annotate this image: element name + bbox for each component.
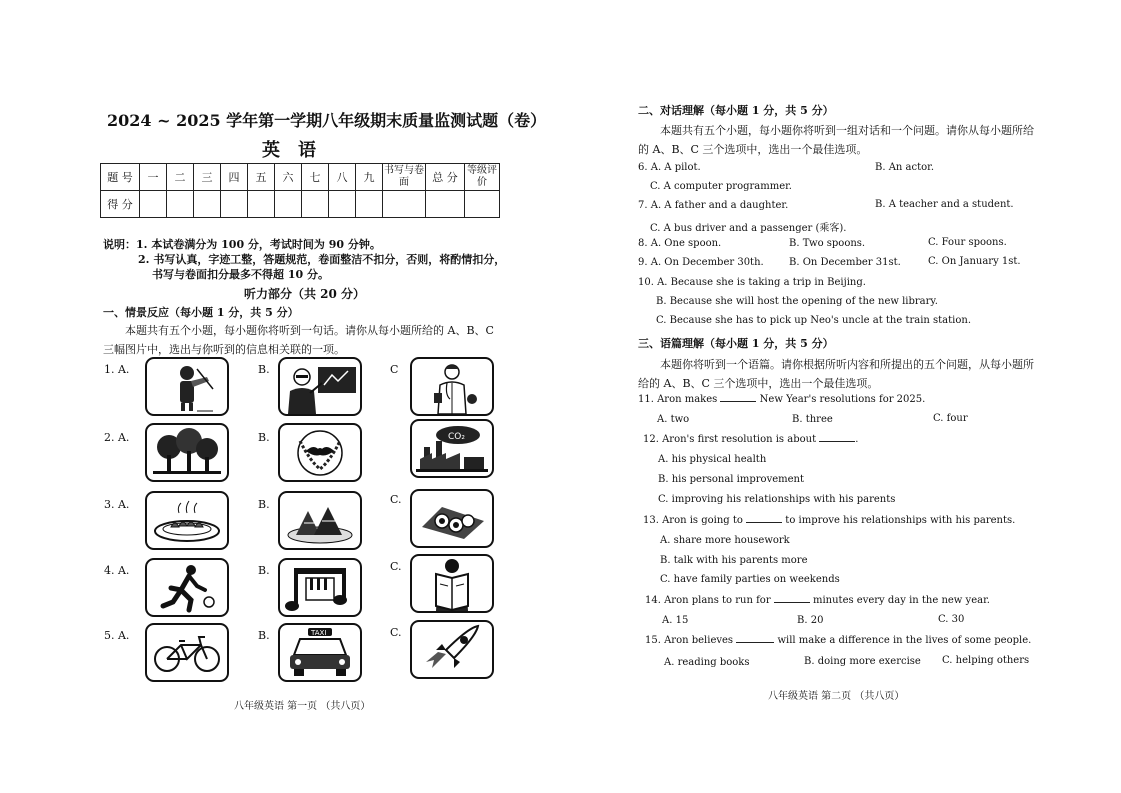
mooncake-picture[interactable]: [410, 489, 494, 548]
score-input-cell[interactable]: [248, 191, 275, 218]
q12-option-b[interactable]: B. his personal improvement: [658, 474, 804, 485]
q10-option-a[interactable]: 10. A. Because she is taking a trip in Beijing.: [638, 277, 866, 288]
option-label-b: B.: [258, 363, 270, 376]
q11-stem: [638, 394, 925, 405]
part3-instruction: 本题你将听到一个语篇。请你根据所听内容和所提出的五个问题，从每小题所: [660, 358, 1034, 371]
dove-picture[interactable]: [278, 423, 362, 482]
piano-music-picture[interactable]: [278, 558, 362, 617]
q12-stem: [643, 434, 858, 445]
q14-option-c[interactable]: C. 30: [938, 614, 965, 625]
note-line-2: 2. 书写认真，字迹工整，答题规范，卷面整洁不扣分，否则，将酌情扣分，: [138, 253, 506, 266]
q8-option-a[interactable]: 8. A. One spoon.: [638, 238, 722, 249]
rocket-picture[interactable]: [410, 620, 494, 679]
score-header-cell: 书写与卷面: [383, 164, 426, 191]
part3-instruction: 给的 A、B、C 三个选项中，选出一个最佳选项。: [638, 377, 879, 390]
score-input-cell[interactable]: [302, 191, 329, 218]
trees-picture[interactable]: [145, 423, 229, 482]
score-table: [100, 163, 500, 218]
question-number: 4. A.: [104, 564, 130, 577]
q13-option-a[interactable]: A. share more housework: [660, 535, 790, 546]
q15-stem-start: 15. Aron believes: [645, 635, 734, 646]
option-label-b: B.: [258, 564, 270, 577]
q12-option-c[interactable]: C. improving his relationships with his parents: [658, 494, 896, 505]
factory-picture[interactable]: [410, 419, 494, 478]
score-table-header-row: [101, 164, 500, 191]
listening-section-title: 听力部分（共 20 分）: [244, 287, 366, 301]
question-number: 2. A.: [104, 431, 130, 444]
page1-footer: 八年级英语 第一页 （共八页）: [234, 701, 371, 712]
option-label-b: B.: [258, 629, 270, 642]
score-input-cell[interactable]: [221, 191, 248, 218]
q15-option-a[interactable]: A. reading books: [664, 657, 750, 668]
score-input-cell[interactable]: [465, 191, 500, 218]
doctor-picture[interactable]: [410, 357, 494, 416]
q15-answer-blank[interactable]: [736, 642, 774, 643]
q13-stem-end: to improve his relationships with his parents.: [785, 515, 1016, 526]
question-number: 5. A.: [104, 629, 130, 642]
score-header-cell: 九: [356, 164, 383, 191]
option-label-c: C: [390, 363, 399, 376]
q7-option-c[interactable]: C. A bus driver and a passenger (乘客).: [650, 223, 847, 234]
part3-heading: 三、语篇理解（每小题 1 分，共 5 分）: [638, 337, 834, 350]
q8-option-c[interactable]: C. Four spoons.: [928, 237, 1007, 248]
dumplings-picture[interactable]: [145, 491, 229, 550]
teacher-picture[interactable]: [278, 357, 362, 416]
score-input-cell[interactable]: [194, 191, 221, 218]
q14-answer-blank[interactable]: [774, 602, 810, 603]
subject-title: 英 语: [262, 140, 316, 161]
option-label-b: B.: [258, 498, 270, 511]
q15-stem-end: will make a difference in the lives of some people.: [777, 635, 1032, 646]
q14-stem-start: 14. Aron plans to run for: [645, 595, 771, 606]
q12-stem-start: 12. Aron's first resolution is about: [643, 434, 817, 445]
q14-stem: [645, 595, 990, 606]
q13-option-b[interactable]: B. talk with his parents more: [660, 555, 808, 566]
question-number: 3. A.: [104, 498, 130, 511]
q11-option-a[interactable]: A. two: [657, 414, 690, 425]
score-header-cell: 总 分: [426, 164, 465, 191]
reading-picture[interactable]: [410, 554, 494, 613]
q11-option-c[interactable]: C. four: [933, 413, 968, 424]
score-row-label: 得 分: [101, 191, 140, 218]
score-header-cell: 五: [248, 164, 275, 191]
score-input-cell[interactable]: [356, 191, 383, 218]
score-header-cell: 题 号: [101, 164, 140, 191]
taxi-sign-label: TAXI: [311, 629, 327, 637]
q9-option-b[interactable]: B. On December 31st.: [789, 257, 901, 268]
score-header-cell: 七: [302, 164, 329, 191]
score-input-cell[interactable]: [275, 191, 302, 218]
part2-instruction: 的 A、B、C 三个选项中，选出一个最佳选项。: [638, 143, 868, 156]
q14-stem-end: minutes every day in the new year.: [812, 595, 990, 606]
part2-instruction: 本题共有五个小题，每小题你将听到一组对话和一个问题。请你从每小题所给: [660, 124, 1034, 137]
option-label-c: C.: [390, 560, 402, 573]
score-table-score-row: [101, 191, 500, 218]
bicycle-picture[interactable]: [145, 623, 229, 682]
part1-instruction: 三幅图片中，选出与你听到的信息相关联的一项。: [103, 343, 345, 356]
note-line-3: 书写与卷面扣分最多不得超 10 分。: [152, 268, 329, 281]
q14-option-b[interactable]: B. 20: [797, 615, 824, 626]
q6-option-c[interactable]: C. A computer programmer.: [650, 181, 792, 192]
q10-option-c[interactable]: C. Because she has to pick up Neo's uncle at the train station.: [656, 315, 971, 326]
score-input-cell[interactable]: [140, 191, 167, 218]
q11-stem-start: 11. Aron makes: [638, 394, 718, 405]
q15-stem: [645, 635, 1031, 646]
score-header-cell: 等级评价: [465, 164, 500, 191]
q6-option-b[interactable]: B. An actor.: [875, 162, 935, 173]
q7-option-b[interactable]: B. A teacher and a student.: [875, 199, 1014, 210]
score-header-cell: 四: [221, 164, 248, 191]
part1-instruction: 本题共有五个小题，每小题你将听到一句话。请你从每小题所给的 A、B、C: [125, 324, 494, 337]
q9-option-a[interactable]: 9. A. On December 30th.: [638, 257, 764, 268]
q14-option-a[interactable]: A. 15: [662, 615, 689, 626]
question-number: 1. A.: [104, 363, 130, 376]
part1-heading: 一、情景反应（每小题 1 分，共 5 分）: [103, 306, 299, 319]
score-header-cell: 二: [167, 164, 194, 191]
q15-option-b[interactable]: B. doing more exercise: [804, 656, 921, 667]
score-header-cell: 六: [275, 164, 302, 191]
q6-option-a[interactable]: 6. A. A pilot.: [638, 162, 701, 173]
q7-option-a[interactable]: 7. A. A father and a daughter.: [638, 200, 789, 211]
q13-stem-start: 13. Aron is going to: [643, 515, 743, 526]
q13-option-c[interactable]: C. have family parties on weekends: [660, 574, 840, 585]
zongzi-picture[interactable]: [278, 491, 362, 550]
part2-heading: 二、对话理解（每小题 1 分，共 5 分）: [638, 104, 834, 117]
note-line-1: 说明：1. 本试卷满分为 100 分，考试时间为 90 分钟。: [103, 238, 381, 251]
q15-option-c[interactable]: C. helping others: [942, 655, 1030, 666]
option-label-b: B.: [258, 431, 270, 444]
score-input-cell[interactable]: [383, 191, 426, 218]
q8-option-b[interactable]: B. Two spoons.: [789, 238, 866, 249]
basketball-player-picture[interactable]: [145, 558, 229, 617]
q11-answer-blank[interactable]: [720, 401, 756, 402]
q13-stem: [643, 515, 1015, 526]
q13-answer-blank[interactable]: [746, 522, 782, 523]
score-input-cell[interactable]: [167, 191, 194, 218]
exam-title: 2024 ~ 2025 学年第一学期八年级期末质量监测试题（卷）: [107, 111, 547, 130]
q12-answer-blank[interactable]: [819, 441, 855, 442]
score-header-cell: 一: [140, 164, 167, 191]
q11-stem-end: New Year's resolutions for 2025.: [759, 394, 926, 405]
page2-footer: 八年级英语 第二页 （共八页）: [768, 691, 905, 702]
taxi-picture[interactable]: [278, 623, 362, 682]
q11-option-b[interactable]: B. three: [792, 414, 833, 425]
co2-label: CO₂: [448, 432, 465, 442]
score-header-cell: 八: [329, 164, 356, 191]
violinist-picture[interactable]: [145, 357, 229, 416]
option-label-c: C.: [390, 493, 402, 506]
score-header-cell: 三: [194, 164, 221, 191]
q9-option-c[interactable]: C. On January 1st.: [928, 256, 1021, 267]
score-input-cell[interactable]: [426, 191, 465, 218]
option-label-c: C.: [390, 626, 402, 639]
q12-stem-end: .: [855, 434, 859, 445]
q12-option-a[interactable]: A. his physical health: [658, 454, 767, 465]
q10-option-b[interactable]: B. Because she will host the opening of the new library.: [656, 296, 938, 307]
score-input-cell[interactable]: [329, 191, 356, 218]
